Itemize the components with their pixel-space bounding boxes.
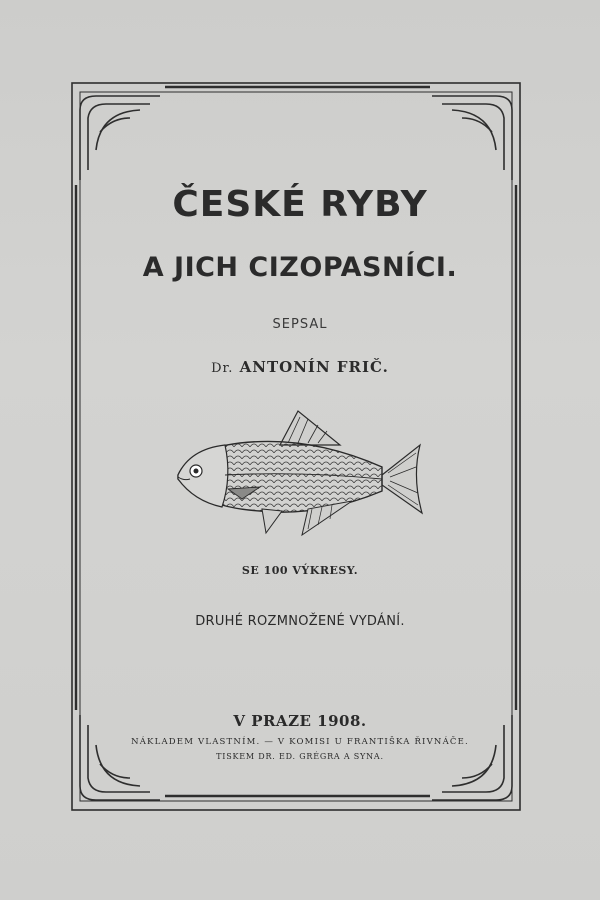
place-year: V PRAZE 1908. bbox=[233, 712, 367, 730]
corner-ornament-top-right bbox=[432, 96, 512, 180]
printer-line: TISKEM DR. ED. GRÉGRA A SYNA. bbox=[216, 752, 384, 761]
fish-engraving-icon bbox=[170, 405, 430, 545]
author-prefix: Dr. bbox=[211, 361, 234, 376]
illustration-caption: SE 100 VÝKRESY. bbox=[241, 564, 359, 577]
author-name: ANTONÍN FRIČ. bbox=[239, 358, 389, 376]
publisher-line: NÁKLADEM VLASTNÍM. — V KOMISI U FRANTIŠKA ŘIVNÁČE. bbox=[131, 737, 469, 747]
edition-statement: DRUHÉ ROZMNOŽENÉ VYDÁNÍ. bbox=[195, 614, 405, 629]
title-line-1: ČESKÉ RYBY bbox=[172, 184, 428, 225]
byline-label: SEPSAL bbox=[272, 317, 328, 332]
corner-ornament-top-left bbox=[80, 96, 160, 180]
title-line-2: A JICH CIZOPASNÍCI. bbox=[142, 252, 458, 283]
author-line bbox=[0, 358, 600, 376]
